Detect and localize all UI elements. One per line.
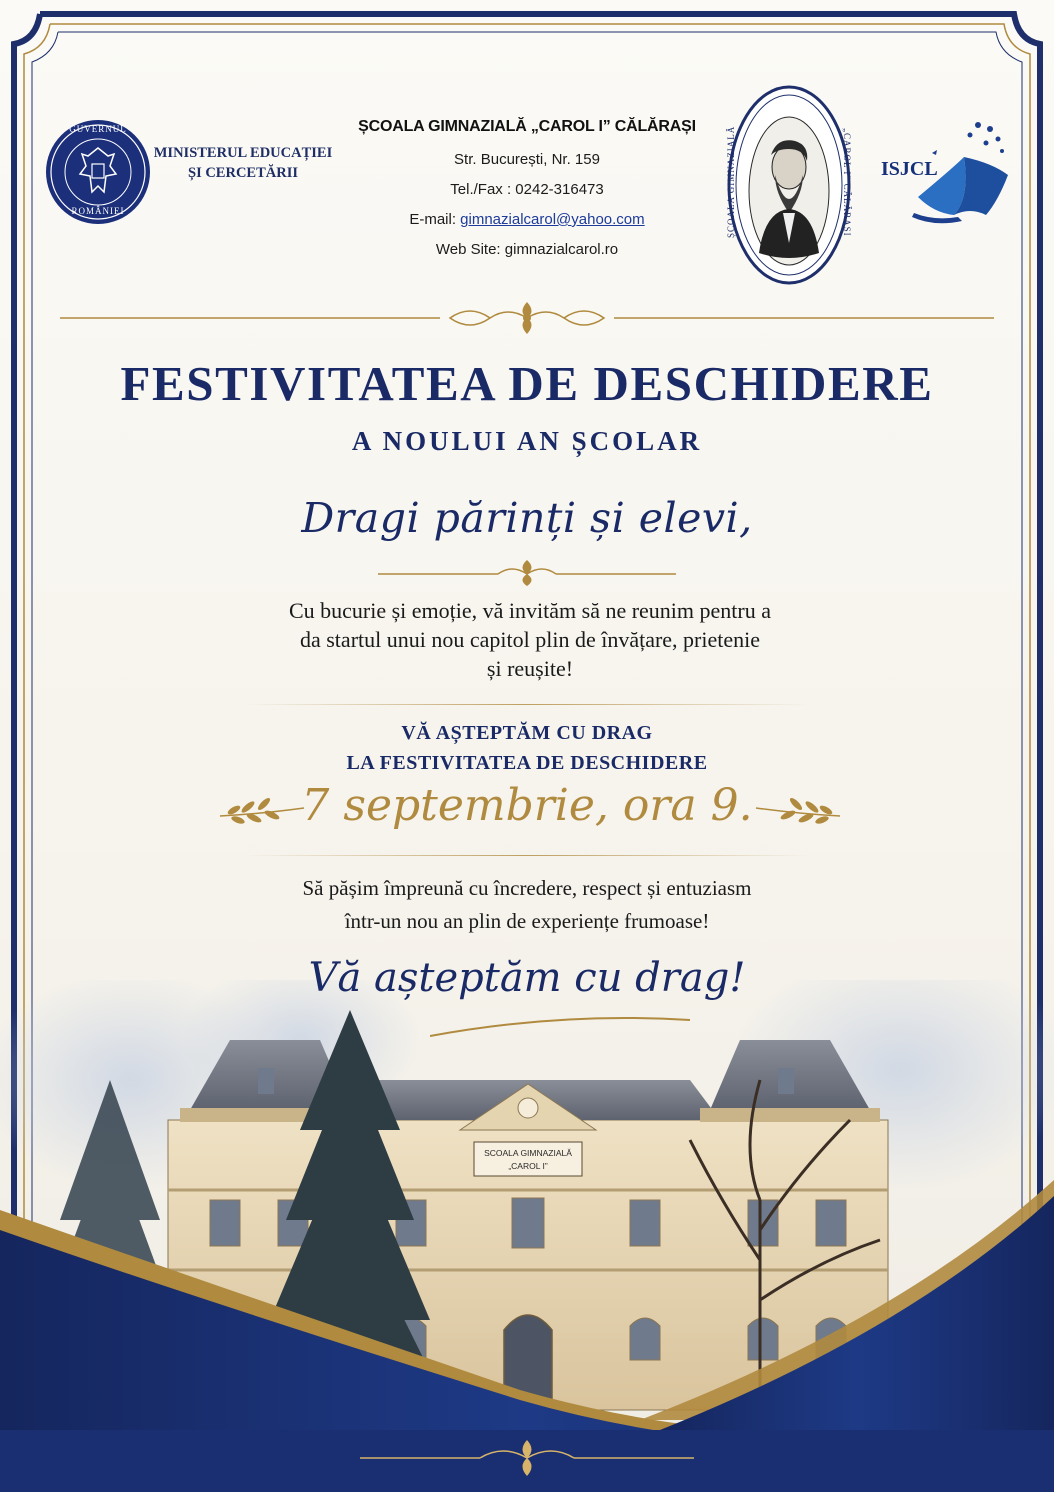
event-title: FESTIVITATEA DE DESCHIDERE: [120, 356, 934, 411]
divider-line: [244, 855, 810, 856]
closing-phrase: Vă așteptăm cu drag!: [308, 955, 746, 1001]
header-divider-ornament: [60, 298, 994, 338]
gov-seal-bottom-text: ROMÂNIEI: [71, 206, 125, 216]
isjcl-label: ISJCL: [881, 158, 938, 180]
wait-line-2: LA FESTIVITATEA DE DESCHIDERE: [346, 752, 708, 774]
school-contact-block: [346, 118, 708, 265]
school-building-illustration: [0, 980, 1054, 1492]
invitation-paragraph: [190, 596, 870, 683]
building-sign-line-1: SCOALA GIMNAZIALĂ: [484, 1148, 572, 1158]
divider-line: [244, 704, 810, 705]
invitation-heading: [0, 718, 1054, 778]
greeting-divider-ornament: [378, 558, 676, 586]
greeting-text: Dragi părinți și elevi,: [301, 494, 753, 542]
step-line-2: într-un nou an plin de experiențe frumoase!: [344, 909, 710, 933]
school-seal-text-right: „CAROL I” CĂLĂRAȘI: [842, 127, 852, 237]
ministry-line-1: MINISTERUL EDUCAȚIEI: [153, 145, 333, 161]
invite-line-3: și reușite!: [486, 656, 574, 681]
event-subtitle: A NOULUI AN ȘCOLAR: [351, 426, 703, 456]
school-seal-text-left: ȘCOALA GIMNAZIALĂ: [726, 125, 736, 239]
ministry-line-2: ȘI CERCETĂRII: [188, 165, 298, 181]
invite-line-1: Cu bucurie și emoție, vă invităm să ne reunim pentru a: [288, 598, 772, 623]
school-email-row: [346, 205, 708, 235]
school-phone: Tel./Fax : 0242-316473: [450, 181, 604, 198]
building-sign-line-2: „CAROL I”: [508, 1161, 548, 1171]
invite-line-2: da startul unui nou capitol plin de învățare, prietenie: [299, 627, 761, 652]
school-address: Str. București, Nr. 159: [454, 151, 600, 168]
school-name: ȘCOALA GIMNAZIALĂ „CAROL I” CĂLĂRAȘI: [358, 118, 696, 135]
school-website[interactable]: Web Site: gimnazialcarol.ro: [435, 241, 619, 258]
ministry-name: [152, 143, 334, 183]
step-line-1: Să pășim împreună cu încredere, respect și entuziasm: [302, 876, 752, 900]
email-label: E-mail:: [409, 211, 461, 228]
closing-paragraph: [170, 872, 884, 938]
closing-swoosh-ornament: [430, 1010, 690, 1040]
wait-line-1: VĂ AȘTEPTĂM CU DRAG: [401, 722, 653, 744]
event-date: 7 septembrie, ora 9.: [301, 780, 753, 831]
email-link[interactable]: gimnazialcarol@yahoo.com: [460, 211, 645, 228]
gov-seal-top-text: GUVERNUL: [69, 124, 127, 134]
